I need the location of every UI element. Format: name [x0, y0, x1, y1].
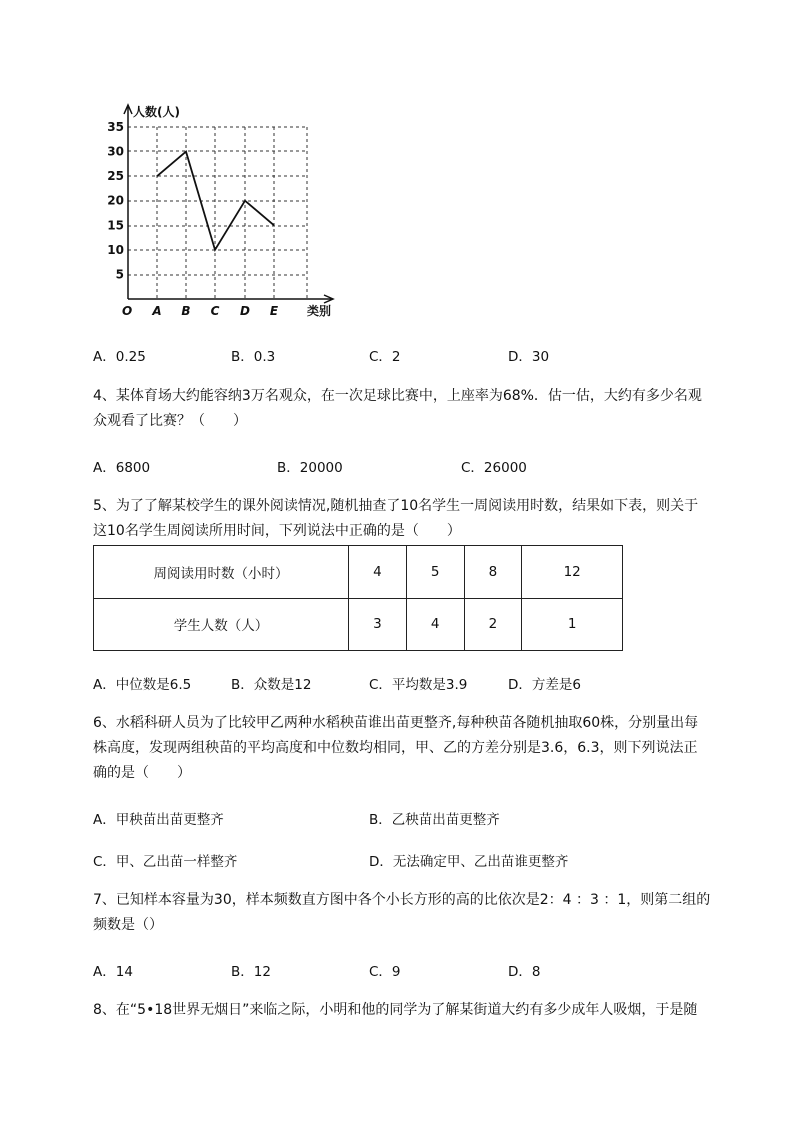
line-chart — [100, 100, 350, 325]
q8-question-line1: 8、在“5•18世界无烟日”来临之际，小明和他的同学为了解某街道大约有多少成年人吸烟，于是随 — [93, 1002, 698, 1018]
x-tick-label: E — [269, 304, 279, 318]
q4-question-line1: 4、某体育场大约能容纳3万名观众，在一次足球比赛中，上座率为68%．估一估，大约有多少名观 — [93, 388, 702, 404]
y-tick-label: 35 — [107, 120, 124, 134]
reading-time-table — [93, 545, 623, 651]
q7-question-line2: 频数是（） — [93, 917, 163, 933]
table-row — [94, 598, 623, 651]
q7-option-d: D．8 — [508, 964, 541, 980]
y-tick-label: 10 — [107, 242, 124, 257]
x-tick-labels — [151, 304, 279, 318]
q4-question-line2: 众观看了比赛？（ ） — [93, 413, 247, 429]
origin-label: O — [122, 304, 133, 318]
q3-option-a: A．0.25 — [93, 349, 146, 365]
q4-option-c: C．26000 — [461, 460, 527, 476]
y-axis-label: 人数(人) — [133, 105, 180, 119]
table-cell: 4 — [349, 546, 407, 599]
q6-option-c: C．甲、乙出苗一样整齐 — [93, 854, 238, 870]
y-tick-label: 25 — [107, 169, 124, 184]
y-tick-label: 20 — [107, 193, 124, 208]
x-tick-label: D — [240, 304, 250, 318]
y-tick-label: 5 — [115, 267, 124, 282]
table-cell: 8 — [464, 546, 522, 599]
q5-question-line2: 这10名学生周阅读所用时间，下列说法中正确的是（ ） — [93, 523, 461, 539]
table-row — [94, 546, 623, 599]
y-tick-label: 15 — [107, 218, 124, 233]
table-row-header: 学生人数（人） — [94, 598, 349, 651]
chart-axes — [124, 105, 333, 303]
table-cell: 4 — [406, 598, 464, 651]
y-tick-label: 30 — [107, 144, 124, 159]
q4-option-a: A．6800 — [93, 460, 151, 476]
q5-question-line1: 5、为了了解某校学生的课外阅读情况,随机抽查了10名学生一周阅读用时数，结果如下表，则关于 — [93, 498, 699, 514]
q5-option-b: B．众数是12 — [231, 677, 312, 693]
q7-option-b: B．12 — [231, 964, 271, 980]
q7-question-line1: 7、已知样本容量为30，样本频数直方图中各个小长方形的高的比依次是2：4 ：3 ：1，则第二组的 — [93, 892, 711, 908]
x-tick-label: A — [152, 304, 162, 318]
table-row-header: 周阅读用时数（小时） — [94, 546, 349, 599]
chart-grid — [128, 127, 307, 299]
x-tick-label: B — [181, 304, 191, 318]
q5-option-a: A．中位数是6.5 — [93, 677, 192, 693]
q4-option-b: B．20000 — [277, 460, 343, 476]
q6-option-a: A．甲秧苗出苗更整齐 — [93, 812, 224, 828]
q6-question-line3: 确的是（ ） — [93, 765, 191, 781]
q7-option-a: A．14 — [93, 964, 133, 980]
x-axis-label: 类别 — [307, 304, 332, 318]
q5-option-c: C．平均数是3.9 — [369, 677, 468, 693]
q3-option-c: C．2 — [369, 349, 401, 365]
x-tick-label: C — [210, 304, 220, 318]
q6-question-line1: 6、水稻科研人员为了比较甲乙两种水稻秧苗谁出苗更整齐,每种秧苗各随机抽取60株，分别量出每 — [93, 715, 699, 731]
q6-option-d: D．无法确定甲、乙出苗谁更整齐 — [369, 854, 569, 870]
table-cell: 12 — [522, 546, 623, 599]
table-cell: 1 — [522, 598, 623, 651]
q6-question-line2: 株高度，发现两组秧苗的平均高度和中位数均相同，甲、乙的方差分别是3.6，6.3，则下列说法正 — [93, 740, 698, 756]
table-cell: 5 — [406, 546, 464, 599]
q3-option-b: B．0.3 — [231, 349, 276, 365]
q7-option-c: C．9 — [369, 964, 401, 980]
q5-option-d: D．方差是6 — [508, 677, 581, 693]
table-cell: 2 — [464, 598, 522, 651]
q6-option-b: B．乙秧苗出苗更整齐 — [369, 812, 500, 828]
q3-option-d: D．30 — [508, 349, 550, 365]
table-cell: 3 — [349, 598, 407, 651]
y-tick-labels — [107, 120, 124, 281]
